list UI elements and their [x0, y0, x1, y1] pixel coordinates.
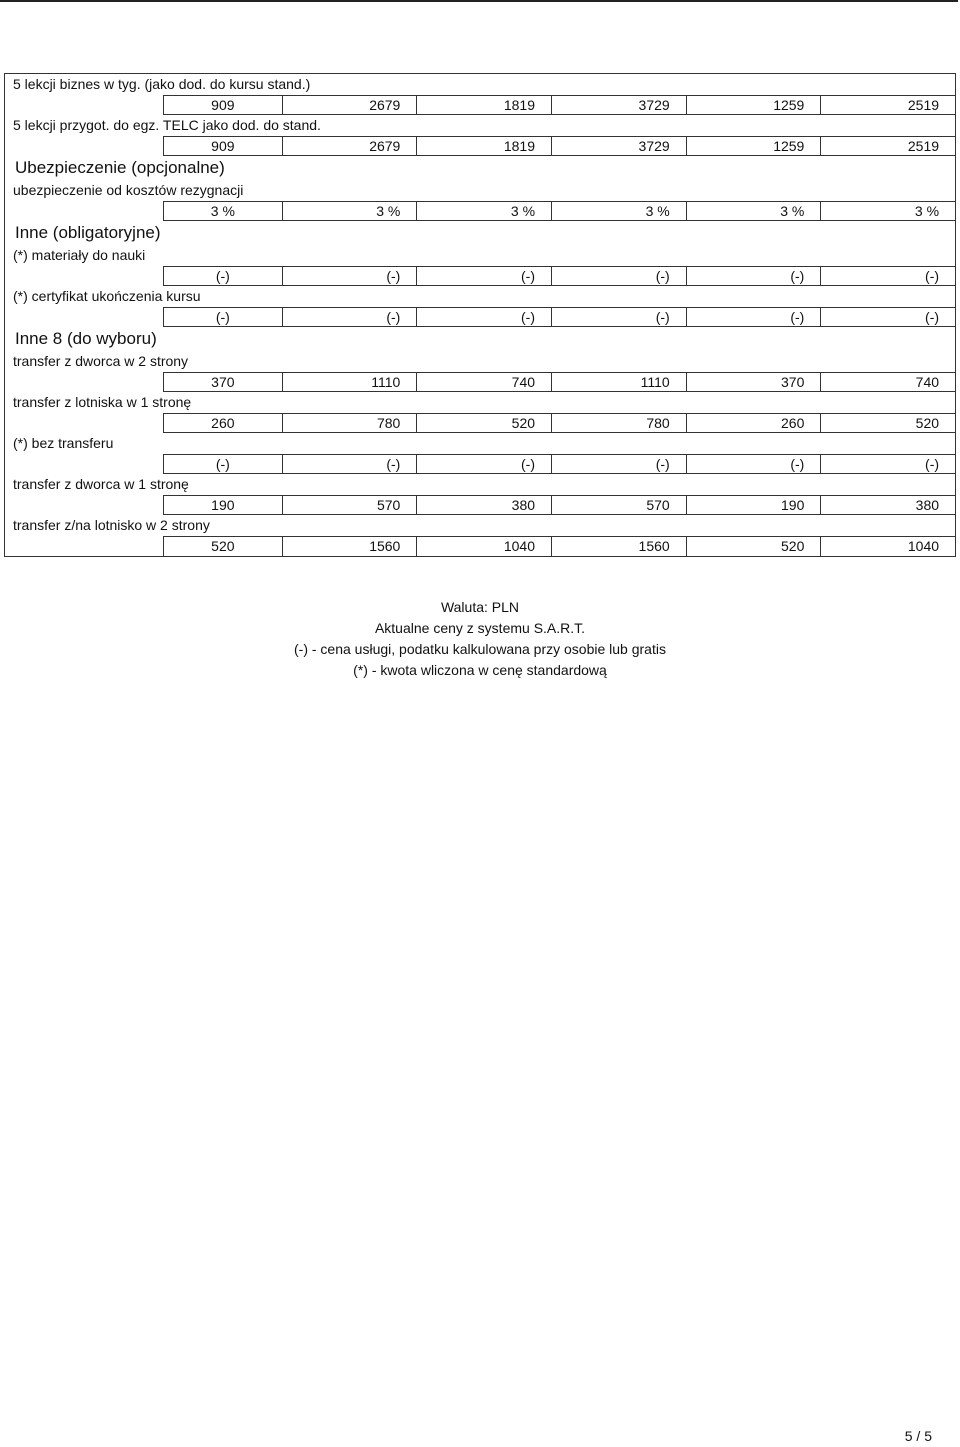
- price-cell: 2679: [282, 137, 417, 155]
- price-cell: (-): [416, 455, 551, 473]
- row-label: (*) bez transferu: [13, 435, 114, 451]
- price-cell: 1819: [416, 137, 551, 155]
- price-cell: (-): [551, 308, 686, 326]
- price-cell: (-): [686, 267, 821, 285]
- price-row: [163, 307, 955, 327]
- price-cell: 1259: [686, 96, 821, 114]
- price-cell: 370: [686, 373, 821, 391]
- price-cell: 370: [163, 373, 282, 391]
- price-cell: (-): [820, 308, 955, 326]
- price-cell: (-): [686, 308, 821, 326]
- price-row: [163, 136, 955, 156]
- price-cell: 3 %: [163, 202, 282, 220]
- price-table: [4, 73, 956, 557]
- dash-note: (-) - cena usługi, podatku kalkulowana przy osobie lub gratis: [294, 641, 666, 657]
- price-cell: (-): [551, 267, 686, 285]
- page-number: 5 / 5: [904, 1428, 932, 1444]
- source-note: Aktualne ceny z systemu S.A.R.T.: [374, 620, 586, 636]
- row-label: transfer z/na lotnisko w 2 strony: [13, 517, 210, 533]
- price-cell: 1819: [416, 96, 551, 114]
- price-cell: 1110: [551, 373, 686, 391]
- price-row: [163, 454, 955, 474]
- price-cell: 520: [820, 414, 955, 432]
- price-cell: 780: [282, 414, 417, 432]
- price-row: [163, 536, 955, 556]
- price-cell: 3 %: [416, 202, 551, 220]
- price-cell: (-): [416, 308, 551, 326]
- row-label: 5 lekcji przygot. do egz. TELC jako dod. do stand.: [13, 117, 321, 133]
- legend: [0, 597, 960, 681]
- price-cell: 740: [820, 373, 955, 391]
- price-cell: (-): [282, 308, 417, 326]
- price-cell: 2679: [282, 96, 417, 114]
- price-row: [163, 413, 955, 433]
- section-heading: Inne (obligatoryjne): [15, 223, 161, 242]
- price-cell: 740: [416, 373, 551, 391]
- currency-note: Waluta: PLN: [440, 599, 520, 615]
- price-cell: (-): [163, 267, 282, 285]
- price-cell: 1560: [282, 537, 417, 556]
- row-label: transfer z lotniska w 1 stronę: [13, 394, 192, 410]
- price-cell: 190: [163, 496, 282, 514]
- price-cell: 909: [163, 96, 282, 114]
- price-cell: 570: [282, 496, 417, 514]
- star-note: (*) - kwota wliczona w cenę standardową: [353, 662, 607, 678]
- price-cell: 909: [163, 137, 282, 155]
- price-cell: (-): [163, 455, 282, 473]
- price-cell: 520: [416, 414, 551, 432]
- price-cell: 1560: [551, 537, 686, 556]
- price-cell: (-): [282, 455, 417, 473]
- row-label: transfer z dworca w 2 strony: [13, 353, 189, 369]
- row-label: (*) certyfikat ukończenia kursu: [13, 288, 201, 304]
- price-cell: (-): [551, 455, 686, 473]
- price-row: [163, 495, 955, 515]
- price-row: [163, 372, 955, 392]
- top-rule: [0, 0, 958, 2]
- row-label: transfer z dworca w 1 stronę: [13, 476, 189, 492]
- price-cell: 3 %: [551, 202, 686, 220]
- section-heading: Ubezpieczenie (opcjonalne): [15, 158, 225, 177]
- price-cell: 570: [551, 496, 686, 514]
- price-cell: 380: [820, 496, 955, 514]
- price-cell: 3 %: [820, 202, 955, 220]
- price-cell: 3729: [551, 96, 686, 114]
- price-cell: 3 %: [686, 202, 821, 220]
- price-cell: 1040: [416, 537, 551, 556]
- price-row: [163, 95, 955, 115]
- section-heading: Inne 8 (do wyboru): [15, 329, 157, 348]
- price-cell: 380: [416, 496, 551, 514]
- price-cell: 1040: [820, 537, 955, 556]
- price-row: [163, 266, 955, 286]
- row-label: 5 lekcji biznes w tyg. (jako dod. do kursu stand.): [13, 76, 311, 92]
- price-cell: 3 %: [282, 202, 417, 220]
- price-cell: 3729: [551, 137, 686, 155]
- price-cell: 190: [686, 496, 821, 514]
- price-cell: 520: [686, 537, 821, 556]
- row-label: ubezpieczenie od kosztów rezygnacji: [13, 182, 244, 198]
- price-cell: (-): [416, 267, 551, 285]
- price-cell: (-): [163, 308, 282, 326]
- price-cell: 1110: [282, 373, 417, 391]
- price-cell: 780: [551, 414, 686, 432]
- price-cell: 520: [163, 537, 282, 556]
- price-cell: 2519: [820, 137, 955, 155]
- price-cell: (-): [282, 267, 417, 285]
- price-cell: (-): [686, 455, 821, 473]
- price-cell: (-): [820, 267, 955, 285]
- price-cell: 1259: [686, 137, 821, 155]
- price-cell: 260: [163, 414, 282, 432]
- row-label: (*) materiały do nauki: [13, 247, 146, 263]
- price-row: [163, 201, 955, 221]
- price-cell: 260: [686, 414, 821, 432]
- price-cell: (-): [820, 455, 955, 473]
- price-cell: 2519: [820, 96, 955, 114]
